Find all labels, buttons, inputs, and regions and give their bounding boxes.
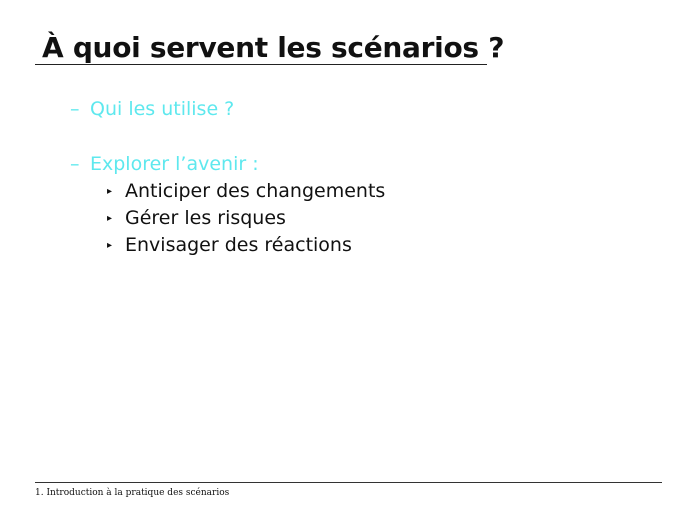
sub-item-risks xyxy=(107,206,385,233)
triangle-bullet-icon: ▸ xyxy=(107,213,113,224)
sub-list xyxy=(107,179,385,260)
sub-item-anticipate xyxy=(107,179,385,206)
dash-marker: – xyxy=(70,153,80,175)
sub-item-label: Gérer les risques xyxy=(125,207,286,229)
list-item-label: Qui les utilise ? xyxy=(90,98,235,120)
footer-divider xyxy=(35,482,662,483)
slide-title: À quoi servent les scénarios ? xyxy=(42,31,505,64)
footer-section-label: 1. Introduction à la pratique des scénarios xyxy=(35,488,230,498)
list-item-who-uses xyxy=(70,97,234,121)
list-item-explore-future xyxy=(70,152,259,176)
triangle-bullet-icon: ▸ xyxy=(107,186,113,197)
sub-item-label: Envisager des réactions xyxy=(125,234,352,256)
sub-item-label: Anticiper des changements xyxy=(125,180,386,202)
title-underline xyxy=(35,64,487,65)
list-item-label: Explorer l’avenir : xyxy=(90,153,259,175)
dash-marker: – xyxy=(70,98,80,120)
sub-item-reactions xyxy=(107,233,385,260)
triangle-bullet-icon: ▸ xyxy=(107,240,113,251)
